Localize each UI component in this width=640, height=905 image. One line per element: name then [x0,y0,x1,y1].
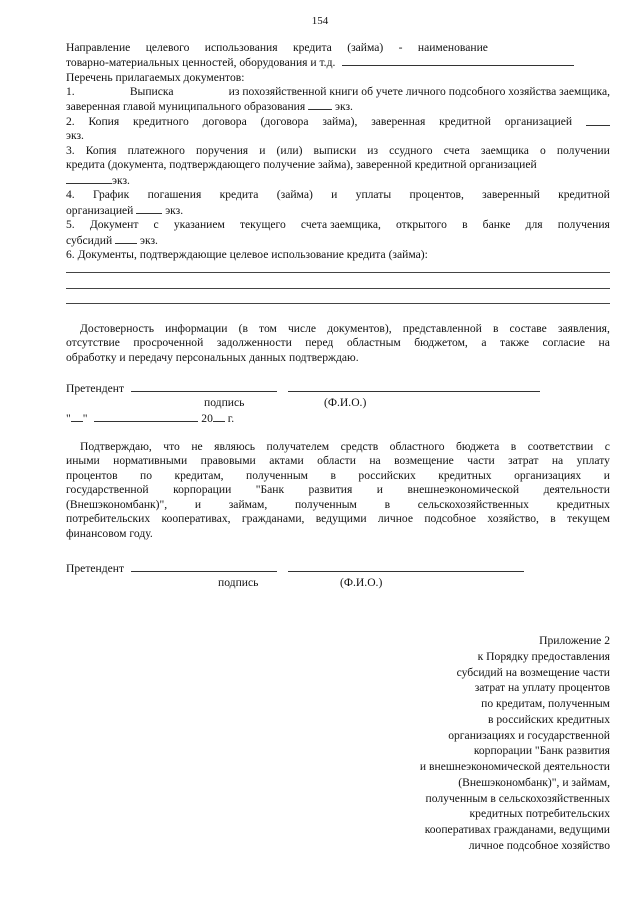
documents-heading: Перечень прилагаемых документов: [66,70,245,84]
appendix-line: субсидий на возмещение части [456,665,610,679]
signature-line-2[interactable] [131,561,277,572]
item-6-blank-line-1[interactable] [66,272,610,273]
credit-direction-section [66,41,610,85]
appendix-line: (Внешэкономбанк)", и займам, [458,775,610,789]
date-year-blank[interactable] [213,411,225,422]
item-3-line-3: экз. [66,173,610,188]
date-line: " " 20 г. [66,412,235,425]
item-5-copies-blank[interactable] [115,233,137,244]
accuracy-line-3: обработку и передачу персональных данных подтверждаю. [66,350,359,364]
accuracy-line-2: отсутствие просроченной задолженности перед областным бюджетом, а также согласие на [66,336,610,350]
budget-line-2: иными нормативными правовыми актами области на возмещение части затрат на уплату [66,454,610,468]
item-2-copies-blank[interactable] [586,115,610,126]
direction-line-2: товарно-материальных ценностей, оборудования и т.д. [66,55,610,70]
fio-line[interactable] [288,381,540,392]
signature-block-2 [66,561,610,576]
signature-caption-2: подпись [218,576,259,589]
page-number: 154 [311,15,329,27]
item-2-line-2: экз. [66,129,84,143]
appendix-line: кооперативах гражданами, ведущими [424,823,610,837]
budget-line-4: государственной корпорации "Банк развития и внешнеэкономической деятельности [66,483,610,497]
fio-caption: (Ф.И.О.) [324,396,367,409]
budget-line-1: Подтверждаю, что не являюсь получателем средств областного бюджета в соответствии с [80,440,610,453]
appendix-line: корпорации "Банк развития [473,744,610,758]
signature-caption: подпись [204,396,245,409]
item-1-copies-blank[interactable] [308,99,332,110]
budget-line-5: (Внешэкономбанк)", и займам, полученным в сельскохозяйственных кредитных [66,497,610,511]
appendix-line: Приложение 2 [539,634,610,647]
item-5-line-1: 5. Документ с указанием текущего счета заемщика, открытого в банке для получения [66,218,610,232]
budget-confirmation [66,440,610,541]
fio-caption-2: (Ф.И.О.) [340,576,383,589]
item-4-line-1: 4. График погашения кредита (займа) и уплаты процентов, заверенный кредитной [66,188,610,202]
documents-list [66,85,610,263]
appendix-line: личное подсобное хозяйство [468,838,610,852]
item-6-blank-line-2[interactable] [66,288,610,289]
appendix-header [330,633,610,854]
appendix-line: затрат на уплату процентов [474,681,610,695]
applicant-label-2: Претендент [66,562,125,575]
item-5-line-2: субсидий экз. [66,233,158,247]
item-3-line-1: 3. Копия платежного поручения и (или) выписки из ссудного счета заемщика о получении [66,143,610,157]
accuracy-confirmation [66,322,610,365]
appendix-line: организациях и государственной [448,728,610,742]
item-3-copies-blank[interactable] [66,173,112,184]
appendix-line: и внешнеэкономической деятельности [419,760,610,774]
direction-blank[interactable] [342,55,574,66]
date-day-blank[interactable] [71,411,83,422]
budget-line-6: потребительских кооперативах, гражданами, ведущими личное подсобное хозяйство, в текущем [66,512,610,526]
signature-block-1 [66,381,610,396]
item-2-line-1: 2. Копия кредитного договора (договора займа), заверенная кредитной организацией [66,115,610,129]
appendix-line: по кредитам, полученным [481,697,610,711]
applicant-label: Претендент [66,382,125,395]
appendix-line: к Порядку предоставления [477,649,610,663]
date-month-blank[interactable] [94,411,198,422]
budget-line-3: процентов по кредитам, полученным в российских кредитных организациях и [66,468,610,482]
signature-line[interactable] [131,381,277,392]
item-1-line-2: заверенная главой муниципального образования экз. [66,100,353,114]
item-6: 6. Документы, подтверждающие целевое использование кредита (займа): [66,248,428,262]
appendix-line: в российских кредитных [487,712,610,726]
item-3-line-2: кредита (документа, подтверждающего получение займа), заверенной кредитной организацией [66,158,537,172]
direction-line-1: Направление целевого использования кредита (займа) - наименование [66,41,488,54]
item-4-line-2: организацией экз. [66,203,184,217]
item-4-copies-blank[interactable] [136,203,162,214]
appendix-line: полученным в сельскохозяйственных [425,791,610,805]
fio-line-2[interactable] [288,561,524,572]
item-6-blank-line-3[interactable] [66,303,610,304]
appendix-line: кредитных потребительских [469,807,610,821]
accuracy-line-1: Достоверность информации (в том числе документов), представленной в составе заявления, [80,322,610,335]
budget-line-7: финансовом году. [66,526,153,540]
item-1-line-1: 1. Выписка из похозяйственной книги об учете личного подсобного хозяйства заемщика, [66,85,610,98]
